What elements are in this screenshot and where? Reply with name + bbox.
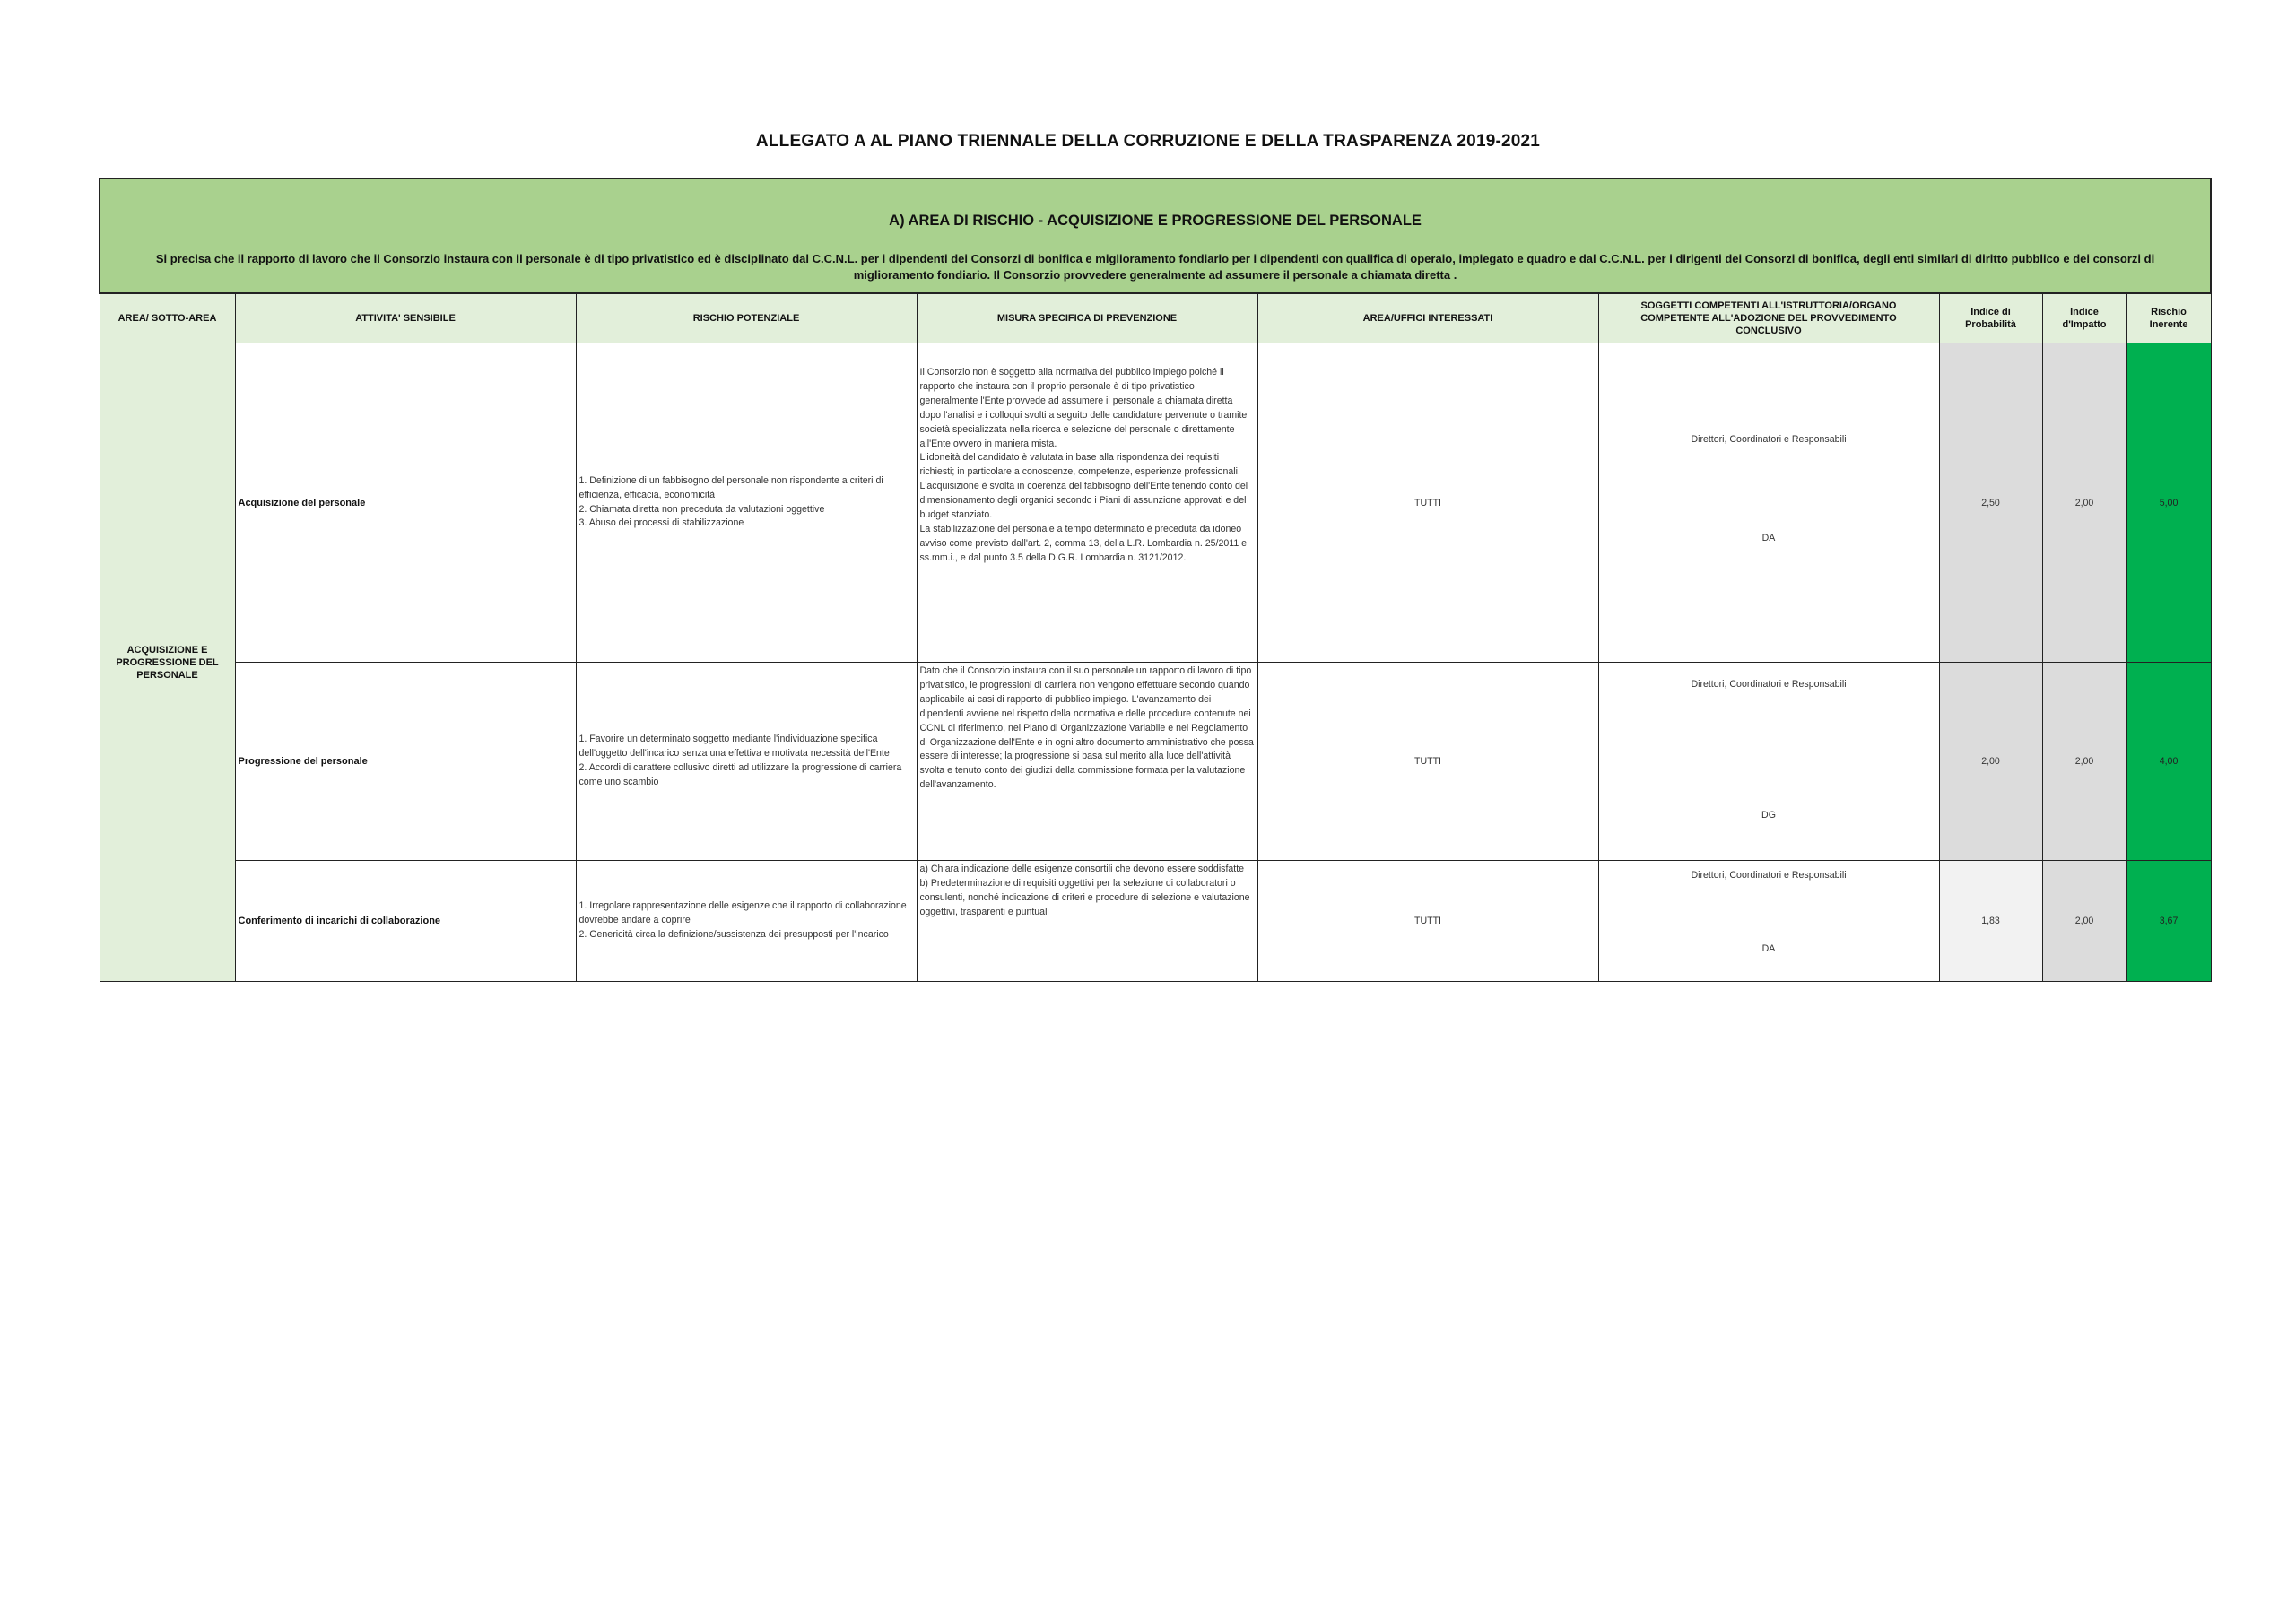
subjects-organ: DA: [1761, 533, 1776, 543]
probability-cell: 1,83: [1939, 861, 2042, 982]
subjects-organ: DA: [1761, 943, 1776, 954]
activity-cell: Conferimento di incarichi di collaborazione: [235, 861, 576, 982]
document-title: ALLEGATO A AL PIANO TRIENNALE DELLA CORRUZIONE E DELLA TRASPARENZA 2019-2021: [755, 132, 1541, 151]
measure-cell: Il Consorzio non è soggetto alla normativa del pubblico impiego poiché il rapporto che instaura con il proprio personale è di tipo privatistico generalmente l'Ente provvede ad assumere il personale a chiamata diretta dopo l'analisi e i colloqui svolti a seguito delle candidature pervenute o tramite società specializzata nella ricerca e selezione del personale o direttamente all'Ente ovvero in maniera mista. L'idoneità del candidato è valutata in base alla rispondenza dei requisiti richiesti; in particolare a conoscenze, competenze, esperienze professionali. L'acquisizione è svolta in coerenza del fabbisogno dell'Ente tenendo conto del dimensionamento degli organici secondo i Piani di assunzione approvati e del budget stanziato. La stabilizzazione del personale a tempo determinato è preceduta da idoneo avviso come previsto dall'art. 2, comma 13, della L.R. Lombardia n. 25/2011 e ss.mm.i., e dal punto 3.5 della D.G.R. Lombardia n. 3121/2012.: [917, 343, 1257, 663]
table-row: [100, 861, 2211, 982]
inherent-risk-cell: 4,00: [2126, 663, 2211, 861]
subjects-responsible: Direttori, Coordinatori e Responsabili: [1691, 434, 1847, 445]
probability-cell: 2,50: [1939, 343, 2042, 663]
measure-cell: a) Chiara indicazione delle esigenze consortili che devono essere soddisfatte b) Predeterminazione di requisiti oggettivi per la selezione di collaboratori o consulenti, nonché indicazione di criteri e procedure di selezione e valutazione oggettivi, trasparenti e puntuali: [917, 861, 1257, 982]
impact-cell: 2,00: [2042, 343, 2126, 663]
col-header-impact: Indice d'Impatto: [2042, 293, 2126, 343]
col-header-offices: AREA/UFFICI INTERESSATI: [1257, 293, 1598, 343]
activity-cell: Acquisizione del personale: [235, 343, 576, 663]
subjects-responsible: Direttori, Coordinatori e Responsabili: [1691, 679, 1847, 690]
offices-cell: TUTTI: [1257, 861, 1598, 982]
inherent-risk-cell: 3,67: [2126, 861, 2211, 982]
area-label: ACQUISIZIONE E PROGRESSIONE DEL PERSONALE: [100, 343, 235, 982]
col-header-inherent: Rischio Inerente: [2126, 293, 2211, 343]
impact-cell: 2,00: [2042, 861, 2126, 982]
measure-cell: Dato che il Consorzio instaura con il suo personale un rapporto di lavoro di tipo privatistico, le progressioni di carriera non vengono effettuare secondo quando applicabile ai casi di rapporto di pubblico impiego. L'avanzamento dei dipendenti avviene nel rispetto della normativa e delle procedure contenute nei CCNL di riferimento, nel Piano di Organizzazione Variabile e nel Regolamento di Organizzazione dell'Ente e in ogni altro documento amministrativo che possa essere di interesse; la progressione si basa sul merito alla luce dell'attività svolta e tenuto conto dei giudizi della commissione formata per la valutazione dell'avanzamento.: [917, 663, 1257, 861]
risk-cell: 1. Irregolare rappresentazione delle esigenze che il rapporto di collaborazione dovrebbe andare a coprire 2. Genericità circa la definizione/sussistenza dei presupposti per l'incarico: [576, 861, 917, 982]
col-header-risk: RISCHIO POTENZIALE: [576, 293, 917, 343]
col-header-probability: Indice di Probabilità: [1939, 293, 2042, 343]
offices-cell: TUTTI: [1257, 663, 1598, 861]
banner-row: [100, 178, 2211, 293]
offices-cell: TUTTI: [1257, 343, 1598, 663]
col-header-activity: ATTIVITA' SENSIBILE: [235, 293, 576, 343]
table-row: [100, 663, 2211, 861]
column-header-row: [100, 293, 2211, 343]
impact-cell: 2,00: [2042, 663, 2126, 861]
col-header-measure: MISURA SPECIFICA DI PREVENZIONE: [917, 293, 1257, 343]
col-header-area: AREA/ SOTTO-AREA: [100, 293, 235, 343]
probability-cell: 2,00: [1939, 663, 2042, 861]
col-header-subjects: SOGGETTI COMPETENTI ALL'ISTRUTTORIA/ORGANO COMPETENTE ALL'ADOZIONE DEL PROVVEDIMENTO CONCLUSIVO: [1598, 293, 1939, 343]
inherent-risk-cell: 5,00: [2126, 343, 2211, 663]
banner-title: A) AREA DI RISCHIO - ACQUISIZIONE E PROGRESSIONE DEL PERSONALE: [889, 212, 1422, 229]
subjects-organ: DG: [1761, 810, 1776, 821]
activity-cell: Progressione del personale: [235, 663, 576, 861]
table-row: [100, 343, 2211, 663]
subjects-responsible: Direttori, Coordinatori e Responsabili: [1691, 870, 1847, 881]
subjects-cell: [1598, 663, 1939, 861]
risk-cell: 1. Definizione di un fabbisogno del personale non rispondente a criteri di efficienza, efficacia, economicità 2. Chiamata diretta non preceduta da valutazioni oggettive 3. Abuso dei processi di stabilizzazione: [576, 343, 917, 663]
risk-cell: 1. Favorire un determinato soggetto mediante l'individuazione specifica dell'oggetto dell'incarico senza una effettiva e motivata necessità dell'Ente 2. Accordi di carattere collusivo diretti ad utilizzare la progressione di carriera come uno scambio: [576, 663, 917, 861]
subjects-cell: [1598, 861, 1939, 982]
risk-table: [99, 178, 2212, 982]
banner-note: Si precisa che il rapporto di lavoro che il Consorzio instaura con il personale è di tipo privatistico ed è disciplinato dal C.C.N.L. per i dipendenti dei Consorzi di bonifica e miglioramento fondiario per i dipendenti con qualifica di operaio, impiegato e quadro e dal C.C.N.L. per i dirigenti dei Consorzi di bonifica, degli enti similari di diritto pubblico e dei consorzi di miglioramento fondiario. Il Consorzio provvedere generalmente ad assumere il personale a chiamata diretta .: [155, 251, 2155, 282]
subjects-cell: [1598, 343, 1939, 663]
area-banner: [100, 178, 2211, 293]
